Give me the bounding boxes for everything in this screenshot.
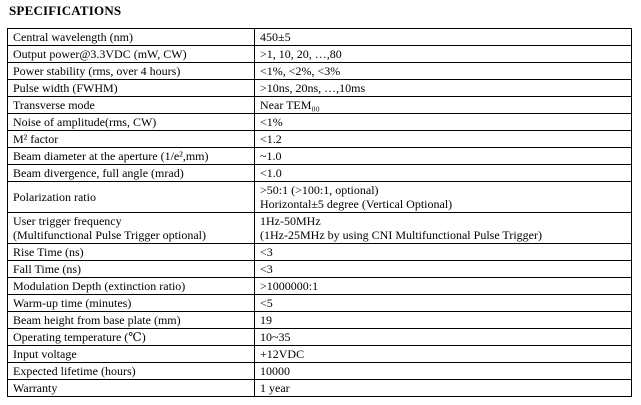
spec-value-text: 10000 <box>260 364 290 378</box>
spec-parameter-text: Fall Time (ns) <box>13 262 82 276</box>
spec-parameter-text: Warranty <box>13 381 58 395</box>
spec-row <box>8 312 632 329</box>
spec-row <box>8 244 632 261</box>
spec-value-text: <1.0 <box>260 166 282 180</box>
spec-row <box>8 261 632 278</box>
spec-parameter-text: User trigger frequency <box>13 214 122 228</box>
spec-parameter-cell <box>8 131 255 148</box>
spec-parameter-text: Central wavelength (nm) <box>13 30 133 44</box>
spec-parameter-cell <box>8 278 255 295</box>
spec-row <box>8 46 632 63</box>
spec-row <box>8 165 632 182</box>
spec-parameter-cell <box>8 295 255 312</box>
spec-value-text: Horizontal±5 degree (Vertical Optional) <box>260 197 453 211</box>
spec-row <box>8 63 632 80</box>
spec-row <box>8 97 632 114</box>
spec-value-text: >1, 10, 20, …,80 <box>260 47 342 61</box>
spec-value-text: >10ns, 20ns, …,10ms <box>260 81 366 95</box>
spec-value-text: 1Hz-50MHz <box>260 214 321 228</box>
spec-parameter-cell <box>8 261 255 278</box>
spec-row <box>8 29 632 46</box>
spec-value-cell <box>255 114 632 131</box>
spec-value-cell <box>255 165 632 182</box>
spec-parameter-cell <box>8 29 255 46</box>
spec-row <box>8 131 632 148</box>
spec-value-text: >1000000:1 <box>260 279 319 293</box>
spec-value-cell <box>255 278 632 295</box>
spec-parameter-cell <box>8 380 255 397</box>
spec-parameter-cell <box>8 80 255 97</box>
spec-row <box>8 329 632 346</box>
spec-parameter-text: Polarization ratio <box>13 190 96 204</box>
spec-row <box>8 295 632 312</box>
spec-value-text: >50:1 (>100:1, optional) <box>260 183 379 197</box>
spec-parameter-cell <box>8 148 255 165</box>
spec-value-cell <box>255 295 632 312</box>
spec-parameter-text: Beam height from base plate (mm) <box>13 313 181 327</box>
spec-value-text: <5 <box>260 296 273 310</box>
spec-value-cell <box>255 261 632 278</box>
spec-row <box>8 80 632 97</box>
spec-parameter-text: Power stability (rms, over 4 hours) <box>13 64 181 78</box>
specifications-table <box>7 28 632 397</box>
spec-parameter-cell <box>8 97 255 114</box>
spec-value-text: <3 <box>260 262 273 276</box>
spec-row <box>8 380 632 397</box>
spec-value-text: <3 <box>260 245 273 259</box>
spec-value-text: 450±5 <box>260 30 291 44</box>
spec-row <box>8 363 632 380</box>
spec-value-text: <1% <box>260 115 283 129</box>
spec-parameter-text: Operating temperature (℃) <box>13 330 146 344</box>
spec-parameter-cell <box>8 329 255 346</box>
spec-parameter-cell <box>8 114 255 131</box>
spec-value-text: <1.2 <box>260 132 282 146</box>
spec-parameter-cell <box>8 63 255 80</box>
spec-value-text: (1Hz-25MHz by using CNI Multifunctional Pulse Trigger) <box>260 228 542 242</box>
spec-row <box>8 278 632 295</box>
spec-value-cell <box>255 312 632 329</box>
spec-value-cell <box>255 63 632 80</box>
section-heading: SPECIFICATIONS <box>9 3 122 18</box>
spec-row <box>8 148 632 165</box>
spec-value-text: +12VDC <box>260 347 305 361</box>
spec-parameter-cell <box>8 182 255 213</box>
spec-value-cell <box>255 80 632 97</box>
spec-parameter-text: M² factor <box>13 132 59 146</box>
spec-value-text: ~1.0 <box>260 149 282 163</box>
spec-parameter-text: (Multifunctional Pulse Trigger optional) <box>13 228 206 242</box>
spec-value-text: 10~35 <box>260 330 291 344</box>
spec-value-text: 19 <box>260 313 272 327</box>
spec-parameter-text: Beam divergence, full angle (mrad) <box>13 166 184 180</box>
spec-value-text: <1%, <2%, <3% <box>260 64 341 78</box>
spec-row <box>8 114 632 131</box>
spec-value-cell <box>255 380 632 397</box>
spec-parameter-cell <box>8 312 255 329</box>
spec-parameter-text: Beam diameter at the aperture (1/e²,mm) <box>13 149 209 163</box>
spec-value-cell <box>255 97 632 114</box>
spec-parameter-text: Transverse mode <box>13 98 95 112</box>
spec-parameter-text: Expected lifetime (hours) <box>13 364 136 378</box>
spec-parameter-cell <box>8 165 255 182</box>
spec-value-text: Near TEM₀₀ <box>260 98 320 112</box>
spec-value-text: 1 year <box>260 381 290 395</box>
spec-value-cell <box>255 148 632 165</box>
spec-parameter-cell <box>8 346 255 363</box>
spec-value-cell <box>255 244 632 261</box>
spec-parameter-text: Warm-up time (minutes) <box>13 296 132 310</box>
spec-row <box>8 213 632 244</box>
spec-value-cell <box>255 213 632 244</box>
spec-value-cell <box>255 46 632 63</box>
spec-parameter-text: Modulation Depth (extinction ratio) <box>13 279 186 293</box>
spec-value-cell <box>255 182 632 213</box>
spec-parameter-cell <box>8 244 255 261</box>
spec-value-cell <box>255 131 632 148</box>
spec-parameter-cell <box>8 213 255 244</box>
spec-value-cell <box>255 363 632 380</box>
spec-parameter-text: Input voltage <box>13 347 77 361</box>
spec-parameter-text: Rise Time (ns) <box>13 245 84 259</box>
specifications-table-body <box>8 29 632 397</box>
spec-value-cell <box>255 29 632 46</box>
spec-parameter-text: Pulse width (FWHM) <box>13 81 118 95</box>
spec-row <box>8 346 632 363</box>
spec-parameter-cell <box>8 46 255 63</box>
spec-parameter-text: Output power@3.3VDC (mW, CW) <box>13 47 187 61</box>
spec-value-cell <box>255 329 632 346</box>
spec-parameter-text: Noise of amplitude(rms, CW) <box>13 115 157 129</box>
spec-value-cell <box>255 346 632 363</box>
spec-parameter-cell <box>8 363 255 380</box>
spec-row <box>8 182 632 213</box>
